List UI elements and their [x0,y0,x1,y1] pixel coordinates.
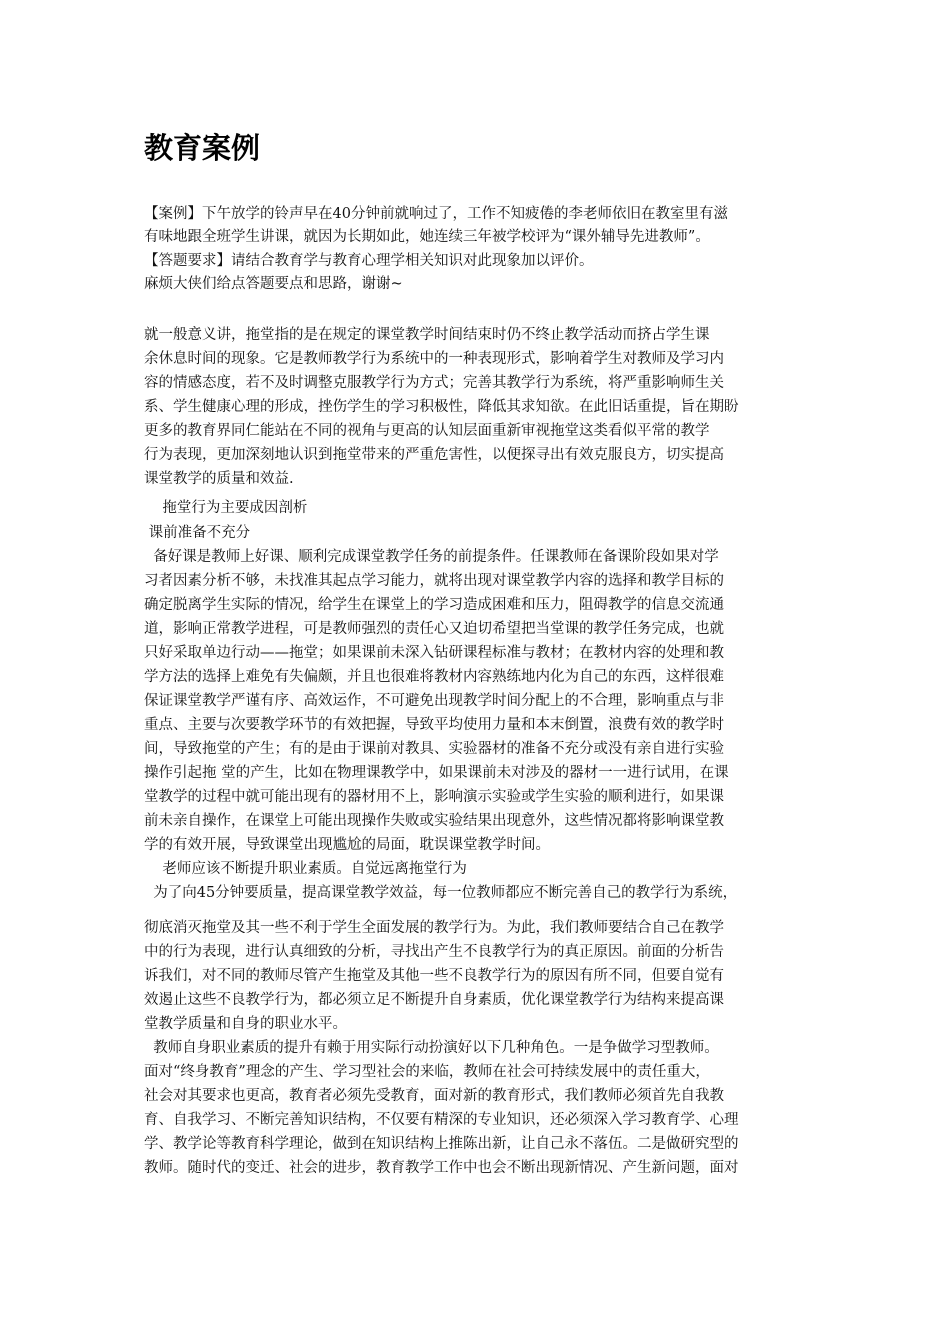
text-line: 学的有效开展，导致课堂出现尴尬的局面，耽误课堂教学时间。 [144,837,550,853]
text-line: 课前准备不充分 [144,525,251,541]
text-line: 为了向45分钟要质量，提高课堂教学效益，每一位教师都应不断完善自己的教学行为系统， [144,885,738,901]
text-line: 堂教学质量和自身的职业水平。 [144,1016,347,1032]
text-line: 学方法的选择上难免有失偏颇，并且也很难将教材内容熟练地内化为自己的东西，这样很难 [144,669,724,685]
text-line: 教师。随时代的变迁、社会的进步，教育教学工作中也会不断出现新情况、产生新问题，面对 [144,1160,739,1176]
text-line: 效遏止这些不良教学行为，都必须立足不断提升自身素质，优化课堂教学行为结构来提高课 [144,992,724,1008]
text-line: 课堂教学的质量和效益. [144,471,294,487]
text-line: 面对“终身教育”理念的产生、学习型社会的来临，教师在社会可持续发展中的责任重大， [144,1064,710,1080]
text-line: 系、学生健康心理的形成，挫伤学生的学习积极性，降低其求知欲。在此旧话重提，旨在期盼 [144,399,739,415]
text-line: 老师应该不断提升职业素质。自觉远离拖堂行为 [144,861,467,877]
text-line: 堂教学的过程中就可能出现有的器材用不上，影响演示实验或学生实验的顺利进行，如果课 [144,789,724,805]
text-line: 麻烦大侠们给点答题要点和思路，谢谢~ [144,276,403,292]
text-line: 重点、主要与次要教学环节的有效把握，导致平均使用力量和本末倒置，浪费有效的教学时 [144,717,724,733]
text-line: 道，影响正常教学进程，可是教师强烈的责任心又迫切希望把当堂课的教学任务完成，也就 [144,621,724,637]
text-line: 备好课是教师上好课、顺利完成课堂教学任务的前提条件。任课教师在备课阶段如果对学 [144,549,719,565]
text-line: 有味地跟全班学生讲课，就因为长期如此，她连续三年被学校评为“课外辅导先进教师”。 [144,229,710,245]
text-line: 中的行为表现，进行认真细致的分析，寻找出产生不良教学行为的真正原因。前面的分析告 [144,944,724,960]
text-line: 只好采取单边行动——拖堂；如果课前未深入钻研课程标准与教材；在教材内容的处理和教 [144,645,724,661]
text-line: 操作引起拖 堂的产生，比如在物理课教学中，如果课前未对涉及的器材一一进行试用，在课 [144,765,729,781]
text-line: 教师自身职业素质的提升有赖于用实际行动扮演好以下几种角色。一是争做学习型教师。 [144,1040,719,1056]
text-line: 社会对其要求也更高，教育者必须先受教育，面对新的教育形式，我们教师必须首先自我教 [144,1088,724,1104]
text-line: 更多的教育界同仁能站在不同的视角与更高的认知层面重新审视拖堂这类看似平常的教学 [144,423,710,439]
text-line: 就一般意义讲，拖堂指的是在规定的课堂教学时间结束时仍不终止教学活动而挤占学生课 [144,327,710,343]
text-line: 容的情感态度，若不及时调整克服教学行为方式；完善其教学行为系统，将严重影响师生关 [144,375,724,391]
text-line: 间，导致拖堂的产生；有的是由于课前对教具、实验器材的准备不充分或没有亲自进行实验 [144,741,724,757]
text-line: 行为表现，更加深刻地认识到拖堂带来的严重危害性，以便探寻出有效克服良方，切实提高 [144,447,724,463]
text-line: 【案例】下午放学的铃声早在40分钟前就响过了，工作不知疲倦的李老师依旧在教室里有滋 [144,206,728,222]
text-line: 习者因素分析不够，未找准其起点学习能力，就将出现对课堂教学内容的选择和教学目标的 [144,573,724,589]
text-line: 彻底消灭拖堂及其一些不利于学生全面发展的教学行为。为此，我们教师要结合自己在教学 [144,920,724,936]
text-line: 学、教学论等教育科学理论，做到在知识结构上推陈出新，让自己永不落伍。二是做研究型的 [144,1136,739,1152]
text-line: 拖堂行为主要成因剖析 [144,500,308,516]
text-line: 【答题要求】请结合教育学与教育心理学相关知识对此现象加以评价。 [144,253,594,269]
text-line: 保证课堂教学严谨有序、高效运作，不可避免出现教学时间分配上的不合理，影响重点与非 [144,693,724,709]
text-line: 育、自我学习、不断完善知识结构，不仅要有精深的专业知识，还必须深入学习教育学、心理 [144,1112,739,1128]
text-line: 前未亲自操作，在课堂上可能出现操作失败或实验结果出现意外，这些情况都将影响课堂教 [144,813,724,829]
text-line: 余休息时间的现象。它是教师教学行为系统中的一种表现形式，影响着学生对教师及学习内 [144,351,724,367]
text-line: 确定脱离学生实际的情况，给学生在课堂上的学习造成困难和压力，阻碍教学的信息交流通 [144,597,724,613]
text-line: 诉我们，对不同的教师尽管产生拖堂及其他一些不良教学行为的原因有所不同，但要自觉有 [144,968,724,984]
document-title: 教育案例 [144,131,261,165]
